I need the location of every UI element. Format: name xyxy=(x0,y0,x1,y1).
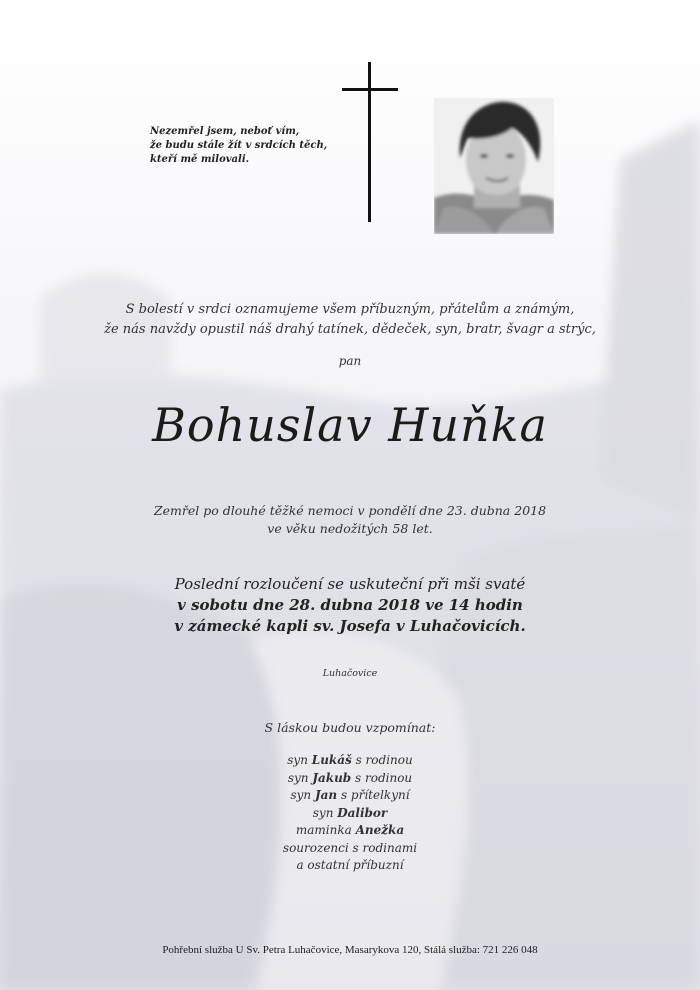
mourner-prefix: syn xyxy=(287,770,313,785)
funeral-info xyxy=(0,574,700,637)
mourner-prefix: syn xyxy=(287,753,312,767)
mourner-name: Lukáš xyxy=(311,753,352,767)
funeral-intro: Poslední rozloučení se uskuteční při mši svaté xyxy=(174,575,526,593)
portrait-photo xyxy=(434,98,554,234)
mourners-heading: S láskou budou vzpomínat: xyxy=(264,720,436,735)
mourner-suffix: s přítelkyní xyxy=(337,788,410,802)
mourner-line xyxy=(0,805,700,823)
quote-line: že budu stále žít v srdcích těch, xyxy=(150,140,328,151)
mourner-line xyxy=(0,822,700,840)
deceased-name: Bohuslav Huňka xyxy=(152,398,548,452)
mourners-list xyxy=(0,752,700,875)
mourner-prefix: sourozenci s rodinami xyxy=(282,840,418,855)
mourner-line xyxy=(0,770,700,788)
mourner-prefix: syn xyxy=(290,788,315,802)
quote-line: Nezemřel jsem, neboť vím, xyxy=(150,126,300,137)
death-info xyxy=(0,502,700,538)
mourner-prefix: maminka xyxy=(295,823,356,837)
mourner-line xyxy=(0,857,700,875)
place-name: Luhačovice xyxy=(322,668,378,679)
mourner-prefix: syn xyxy=(312,805,338,820)
announcement-line: S bolestí v srdci oznamujeme všem příbuzným, přátelům a známým, xyxy=(125,302,575,317)
mourner-prefix: a ostatní příbuzní xyxy=(296,858,404,872)
funeral-service-footer: Pohřební služba U Sv. Petra Luhačovice, Masarykova 120, Stálá služba: 721 226 048 xyxy=(162,944,538,956)
mourner-name: Jakub xyxy=(312,770,352,785)
funeral-place: v zámecké kapli sv. Josefa v Luhačovicích. xyxy=(174,617,526,635)
mourner-line xyxy=(0,787,700,805)
mourner-line xyxy=(0,840,700,858)
death-info-line: Zemřel po dlouhé těžké nemoci v pondělí dne 23. dubna 2018 xyxy=(153,503,547,518)
death-info-line: ve věku nedožitých 58 let. xyxy=(267,521,433,536)
mourner-name: Dalibor xyxy=(337,805,388,820)
announcement-line: že nás navždy opustil náš drahý tatínek, dědeček, syn, bratr, švagr a strýc, xyxy=(104,322,596,337)
mourner-name: Jan xyxy=(314,788,338,802)
memorial-quote xyxy=(150,125,350,167)
honorific: pan xyxy=(338,354,362,368)
funeral-date: v sobotu dne 28. dubna 2018 ve 14 hodin xyxy=(177,596,523,614)
cross-icon xyxy=(338,62,402,222)
mourner-line xyxy=(0,752,700,770)
mourner-suffix: s rodinou xyxy=(351,753,413,767)
mourner-name: Anežka xyxy=(355,823,405,837)
announcement-text xyxy=(0,300,700,340)
quote-line: kteří mě milovali. xyxy=(150,154,250,165)
mourner-suffix: s rodinou xyxy=(351,770,413,785)
